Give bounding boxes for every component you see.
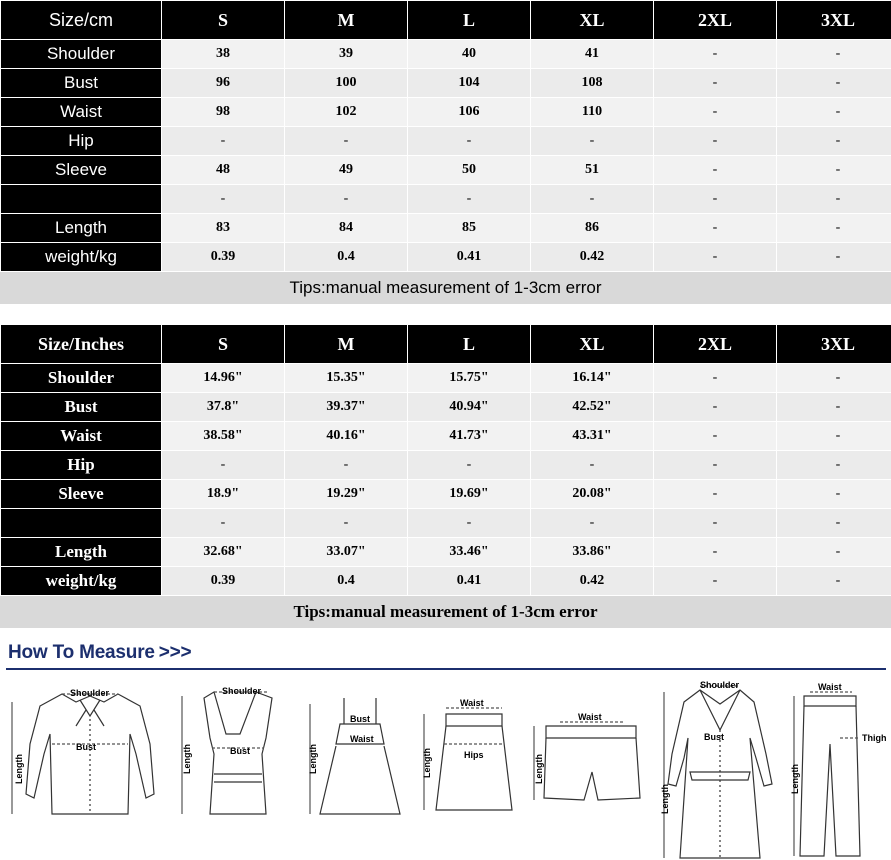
- size-cell: -: [777, 422, 891, 451]
- waist-label: Waist: [818, 682, 842, 692]
- size-cell: -: [285, 451, 408, 480]
- size-cell: -: [654, 69, 777, 98]
- header-row: [1, 1, 891, 40]
- size-cell: 106: [408, 98, 531, 127]
- size-cell: -: [654, 567, 777, 596]
- size-cell: -: [531, 451, 654, 480]
- size-cell: 18.9": [162, 480, 285, 509]
- dress-diagram: [308, 698, 400, 814]
- length-label: Length: [308, 744, 318, 774]
- size-cell: 83: [162, 214, 285, 243]
- size-cell: 98: [162, 98, 285, 127]
- size-cell: 110: [531, 98, 654, 127]
- size-cell: 96: [162, 69, 285, 98]
- size-cell: -: [654, 40, 777, 69]
- size-cell: -: [408, 509, 531, 538]
- size-cell: -: [654, 364, 777, 393]
- size-cell: 14.96": [162, 364, 285, 393]
- size-cell: 38.58": [162, 422, 285, 451]
- size-col-header: M: [285, 1, 408, 40]
- row-label: weight/kg: [1, 567, 162, 596]
- size-cell: 19.69": [408, 480, 531, 509]
- size-cell: -: [777, 393, 891, 422]
- row-label: [1, 185, 162, 214]
- table-row: [1, 40, 891, 69]
- waist-label: Waist: [578, 712, 602, 722]
- tips-note: Tips:manual measurement of 1-3cm error: [0, 272, 891, 304]
- header-row: [1, 325, 891, 364]
- size-cell: -: [777, 509, 891, 538]
- size-header: Size/cm: [1, 1, 162, 40]
- row-label: weight/kg: [1, 243, 162, 272]
- table-row: [1, 451, 891, 480]
- shoulder-label: Shoulder: [700, 680, 740, 690]
- size-cell: 32.68": [162, 538, 285, 567]
- size-cell: 37.8": [162, 393, 285, 422]
- size-col-header: M: [285, 325, 408, 364]
- size-cell: -: [777, 243, 891, 272]
- how-to-measure-section: [0, 634, 891, 860]
- size-cell: 0.4: [285, 243, 408, 272]
- length-label: Length: [422, 748, 432, 778]
- shoulder-label: Shoulder: [70, 688, 110, 698]
- table-row: [1, 538, 891, 567]
- size-cell: 39.37": [285, 393, 408, 422]
- length-label: Length: [534, 754, 544, 784]
- size-cell: 48: [162, 156, 285, 185]
- tank-top-diagram: [182, 686, 272, 814]
- size-cell: -: [777, 98, 891, 127]
- size-cell: -: [654, 127, 777, 156]
- row-label: Shoulder: [1, 40, 162, 69]
- size-cell: 85: [408, 214, 531, 243]
- length-label: Length: [790, 764, 800, 794]
- size-col-header: XL: [531, 325, 654, 364]
- row-label: Waist: [1, 422, 162, 451]
- size-col-header: XL: [531, 1, 654, 40]
- row-label: Length: [1, 538, 162, 567]
- title-text: How To Measure: [8, 642, 155, 663]
- size-col-header: S: [162, 325, 285, 364]
- size-cell: -: [777, 214, 891, 243]
- row-label: Waist: [1, 98, 162, 127]
- size-cell: -: [285, 509, 408, 538]
- table-row: [1, 422, 891, 451]
- row-label: Bust: [1, 393, 162, 422]
- row-label: Hip: [1, 451, 162, 480]
- size-col-header: 2XL: [654, 325, 777, 364]
- row-label: Bust: [1, 69, 162, 98]
- size-cell: -: [654, 214, 777, 243]
- size-cell: 41.73": [408, 422, 531, 451]
- size-col-header: 3XL: [777, 1, 891, 40]
- size-cell: -: [408, 185, 531, 214]
- table-row: [1, 214, 891, 243]
- size-cell: 33.07": [285, 538, 408, 567]
- table-row: [1, 480, 891, 509]
- size-col-header: 2XL: [654, 1, 777, 40]
- size-cell: -: [162, 185, 285, 214]
- size-cell: -: [531, 509, 654, 538]
- shorts-diagram: [534, 712, 640, 800]
- size-cell: 100: [285, 69, 408, 98]
- table-row: [1, 185, 891, 214]
- table-row: [1, 567, 891, 596]
- shirt-diagram: [12, 674, 158, 814]
- waist-label: Waist: [350, 734, 374, 744]
- measurement-diagrams: [0, 674, 891, 860]
- row-label: Shoulder: [1, 364, 162, 393]
- size-cell: 39: [285, 40, 408, 69]
- size-cell: 40.16": [285, 422, 408, 451]
- size-cell: 42.52": [531, 393, 654, 422]
- row-label: Sleeve: [1, 480, 162, 509]
- size-cell: -: [654, 509, 777, 538]
- size-cell: 15.75": [408, 364, 531, 393]
- size-cell: -: [777, 185, 891, 214]
- size-cell: -: [408, 127, 531, 156]
- size-cell: 0.42: [531, 567, 654, 596]
- row-label: [1, 509, 162, 538]
- size-cell: 33.46": [408, 538, 531, 567]
- coat-diagram: [660, 680, 772, 858]
- size-cell: 33.86": [531, 538, 654, 567]
- how-to-measure-title: [8, 642, 191, 664]
- arrows-icon: >>>: [158, 642, 192, 663]
- size-cell: -: [654, 480, 777, 509]
- size-cell: 50: [408, 156, 531, 185]
- skirt-diagram: [422, 698, 512, 810]
- size-cell: -: [777, 69, 891, 98]
- title-divider: [6, 668, 886, 670]
- hips-label: Hips: [464, 750, 484, 760]
- table-row: [1, 127, 891, 156]
- size-cell: 20.08": [531, 480, 654, 509]
- bust-label: Bust: [230, 746, 250, 756]
- size-cell: -: [654, 538, 777, 567]
- size-cell: -: [777, 538, 891, 567]
- table-row: [1, 69, 891, 98]
- size-cell: 43.31": [531, 422, 654, 451]
- size-cell: 84: [285, 214, 408, 243]
- table-row: [1, 243, 891, 272]
- size-cell: -: [654, 185, 777, 214]
- length-label: Length: [14, 754, 24, 784]
- size-cell: 49: [285, 156, 408, 185]
- size-cell: -: [654, 451, 777, 480]
- size-cell: 40.94": [408, 393, 531, 422]
- size-cell: -: [777, 156, 891, 185]
- size-cell: 16.14": [531, 364, 654, 393]
- size-cell: 0.42: [531, 243, 654, 272]
- bust-label: Bust: [350, 714, 370, 724]
- size-cell: 104: [408, 69, 531, 98]
- row-label: Hip: [1, 127, 162, 156]
- size-cell: -: [777, 480, 891, 509]
- size-cell: 41: [531, 40, 654, 69]
- size-table-cm: [0, 0, 891, 272]
- size-cell: -: [531, 185, 654, 214]
- bust-label: Bust: [76, 742, 96, 752]
- size-cell: -: [777, 40, 891, 69]
- size-cell: -: [162, 509, 285, 538]
- size-cell: -: [408, 451, 531, 480]
- row-label: Sleeve: [1, 156, 162, 185]
- size-table-inches: [0, 324, 891, 596]
- length-label: Length: [182, 744, 192, 774]
- size-cell: 0.4: [285, 567, 408, 596]
- size-header: Size/Inches: [1, 325, 162, 364]
- size-cell: -: [777, 451, 891, 480]
- size-cell: -: [285, 185, 408, 214]
- bust-label: Bust: [704, 732, 724, 742]
- size-cell: 51: [531, 156, 654, 185]
- table-row: [1, 509, 891, 538]
- size-cell: -: [162, 127, 285, 156]
- size-col-header: 3XL: [777, 325, 891, 364]
- length-label: Length: [660, 784, 670, 814]
- row-label: Length: [1, 214, 162, 243]
- size-cell: -: [654, 393, 777, 422]
- table-row: [1, 364, 891, 393]
- table-row: [1, 393, 891, 422]
- size-cell: 0.39: [162, 243, 285, 272]
- size-cell: 0.41: [408, 567, 531, 596]
- size-cell: 38: [162, 40, 285, 69]
- size-cell: 15.35": [285, 364, 408, 393]
- size-cell: -: [777, 127, 891, 156]
- tips-note: Tips:manual measurement of 1-3cm error: [0, 596, 891, 628]
- size-cell: 0.41: [408, 243, 531, 272]
- size-cell: -: [654, 422, 777, 451]
- waist-label: Waist: [460, 698, 484, 708]
- size-cell: -: [285, 127, 408, 156]
- table-row: [1, 98, 891, 127]
- size-cell: 40: [408, 40, 531, 69]
- size-cell: 86: [531, 214, 654, 243]
- size-cell: 19.29": [285, 480, 408, 509]
- trousers-diagram: [790, 682, 887, 856]
- thigh-label: Thigh: [862, 733, 887, 743]
- size-col-header: L: [408, 1, 531, 40]
- size-cell: -: [777, 567, 891, 596]
- size-cell: -: [654, 243, 777, 272]
- size-cell: 0.39: [162, 567, 285, 596]
- size-cell: -: [531, 127, 654, 156]
- shoulder-label: Shoulder: [222, 686, 262, 696]
- size-cell: 102: [285, 98, 408, 127]
- size-col-header: L: [408, 325, 531, 364]
- table-row: [1, 156, 891, 185]
- size-cell: -: [654, 156, 777, 185]
- size-col-header: S: [162, 1, 285, 40]
- size-cell: -: [162, 451, 285, 480]
- size-cell: -: [654, 98, 777, 127]
- size-cell: 108: [531, 69, 654, 98]
- size-cell: -: [777, 364, 891, 393]
